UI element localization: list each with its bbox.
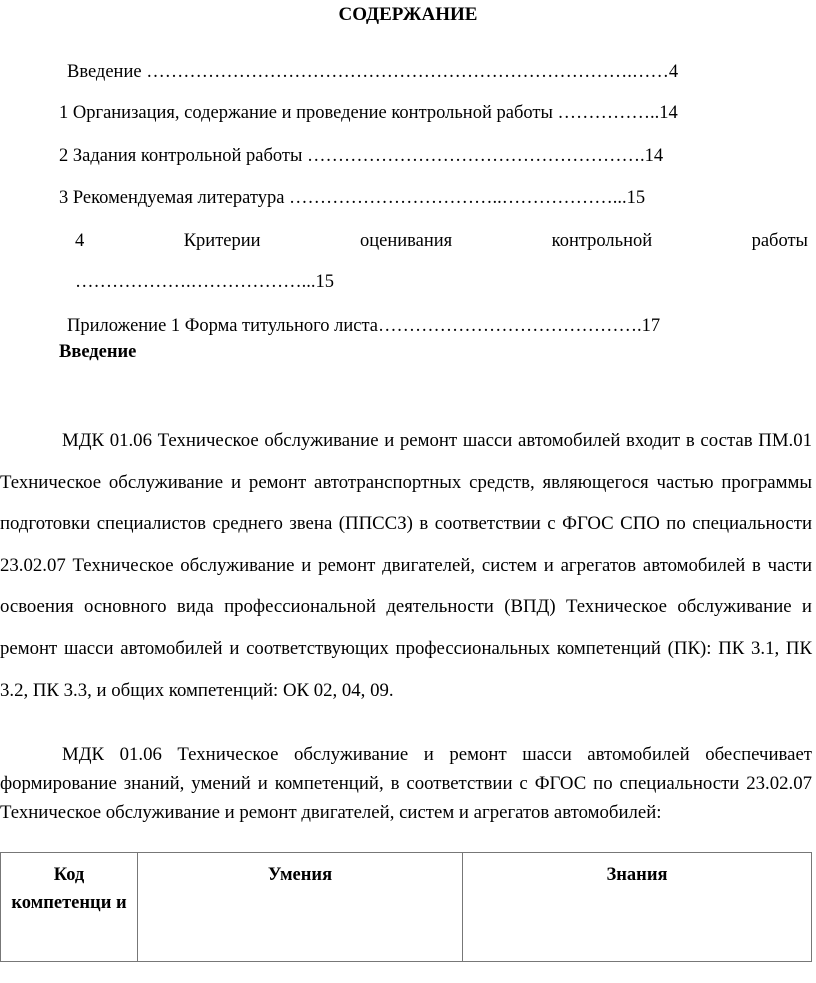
competencies-table (0, 852, 812, 962)
toc-entry-4 (75, 229, 808, 253)
toc-entry-introduction: Введение …………………………………………………………………….……4 (67, 62, 679, 82)
table-header-row (1, 853, 812, 962)
table-header-code: Код компетенци и (1, 853, 138, 962)
page-title: СОДЕРЖАНИЕ (338, 4, 478, 25)
section-heading: Введение (59, 342, 137, 362)
toc-entry-3: 3 Рекомендуемая литература ……………………………..………………...15 (59, 188, 646, 208)
toc-entry-4-word: оценивания (360, 231, 453, 251)
toc-entry-4-word: Критерии (183, 231, 261, 251)
toc-entry-1: 1 Организация, содержание и проведение контрольной работы ……………..14 (59, 103, 678, 123)
table-header-knowledge: Знания (463, 853, 812, 962)
intro-paragraph-2 (0, 740, 812, 827)
intro-paragraph-2-text: МДК 01.06 Техническое обслуживание и ремонт шасси автомобилей обеспечивает формирование знаний, умений и компетенций, в соответствии с ФГОС по специальности 23.02.07 Техническое обслуживание и ремонт двигателей, систем и агрегатов автомобилей: (0, 744, 812, 823)
table-header-skills: Умения (138, 853, 463, 962)
toc-entry-4-word: работы (751, 231, 808, 251)
toc-entry-2: 2 Задания контрольной работы ……………………………………………….14 (59, 146, 664, 166)
intro-paragraph-1-text: МДК 01.06 Техническое обслуживание и ремонт шасси автомобилей входит в состав ПМ.01 Техническое обслуживание и ремонт автотранспортных средств, являющегося частью программы подготовки специалистов среднего звена (ППССЗ) в соответствии с ФГОС СПО по специальности 23.02.07 Техническое обслуживание и ремонт двигателей, систем и агрегатов автомобилей в части освоения основного вида профессиональной деятельности (ВПД) Техническое обслуживание и ремонт шасси автомобилей и соответствующих профессиональных компетенций (ПК): ПК 3.1, ПК 3.2, ПК 3.3, и общих компетенций: ОК 02, 04, 09. (0, 430, 812, 701)
intro-paragraph-1 (0, 420, 812, 711)
toc-entry-4-word: контрольной (551, 231, 653, 251)
toc-entry-4-word: 4 (75, 231, 85, 251)
toc-entry-4-page: ……………….………………...15 (75, 272, 334, 292)
toc-entry-appendix: Приложение 1 Форма титульного листа…………………………………….17 (67, 316, 661, 336)
